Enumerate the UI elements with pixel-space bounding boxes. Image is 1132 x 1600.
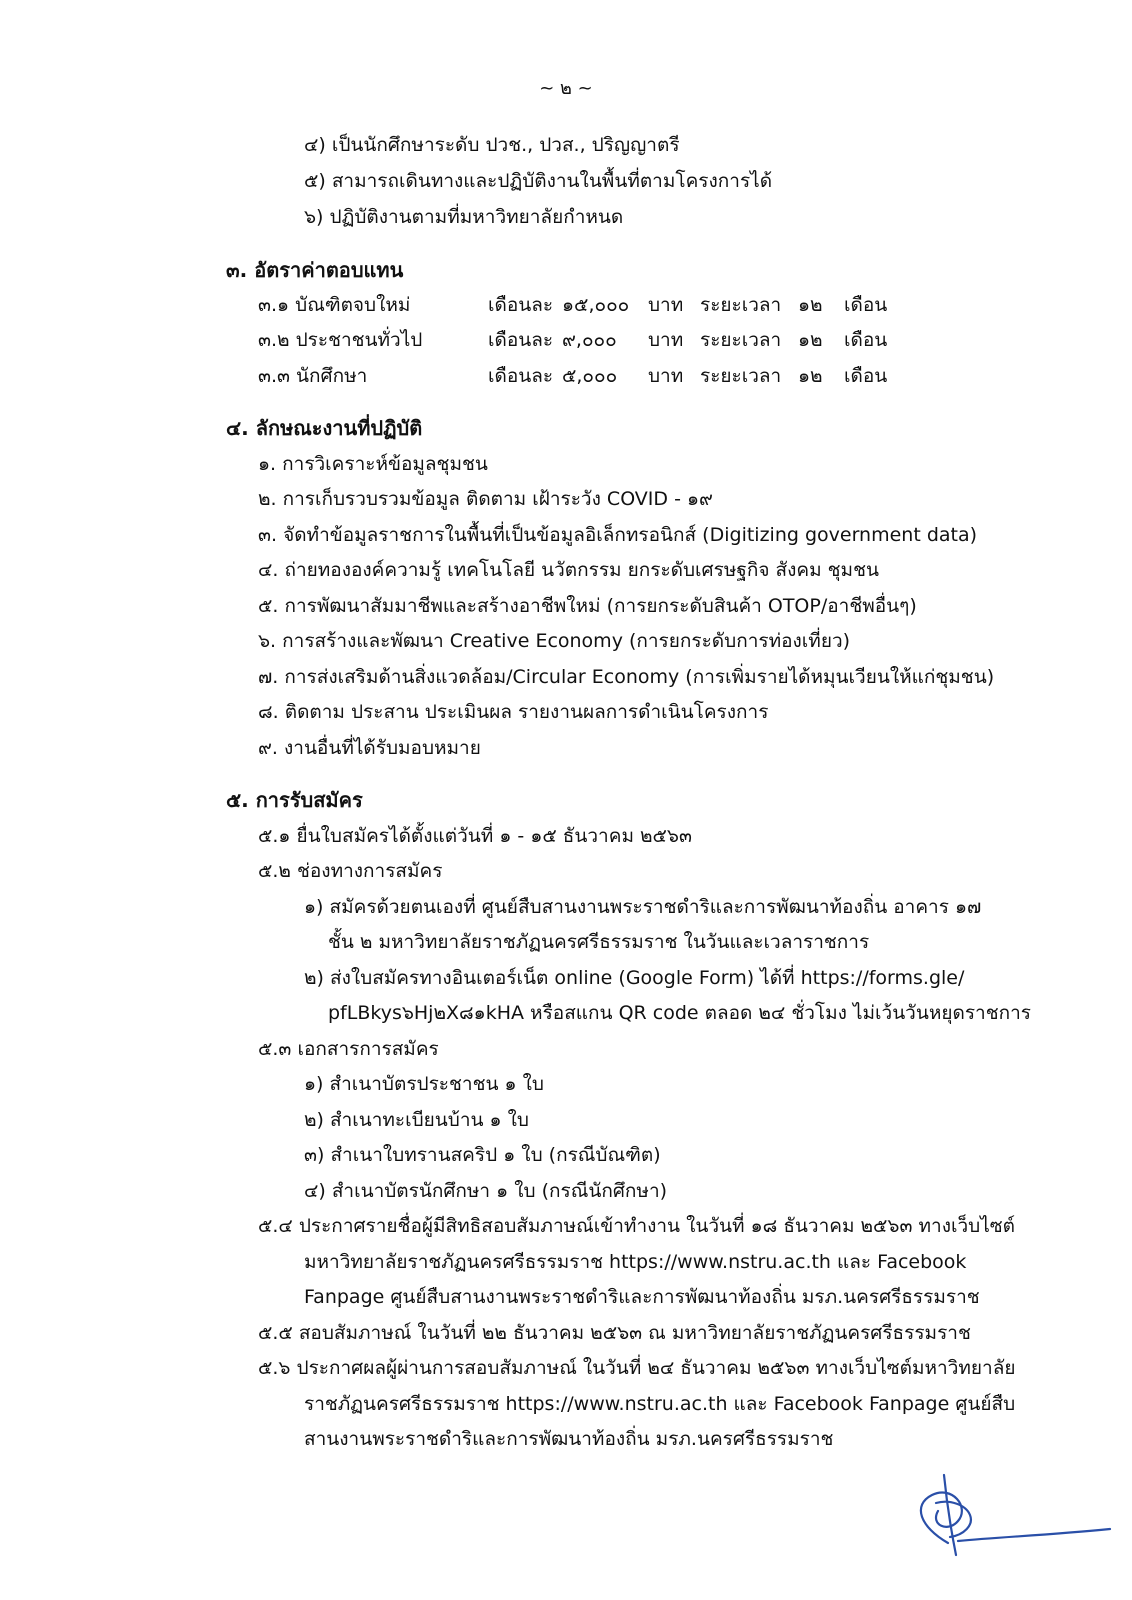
rate-amount: ๕,๐๐๐ [562,365,618,387]
document-item-1: ๑) สำเนาบัตรประชาชน ๑ ใบ [304,1073,544,1095]
rate-amount: ๙,๐๐๐ [562,329,617,351]
rate-month-unit: เดือน [844,329,888,351]
rate-months: ๑๒ [798,329,823,351]
task-item-6: ๖. การสร้างและพัฒนา Creative Economy (การยกระดับการท่องเที่ยว) [258,630,851,652]
announce-results-cont-2: สานงานพระราชดำริและการพัฒนาท้องถิ่น มรภ.นครศรีธรรมราช [304,1428,834,1450]
task-item-1: ๑. การวิเคราะห์ข้อมูลชุมชน [258,453,488,475]
task-item-4: ๔. ถ่ายทององค์ความรู้ เทคโนโลยี นวัตกรรม ยกระดับเศรษฐกิจ สังคม ชุมชน [258,559,879,581]
rate-unit: บาท [648,365,684,387]
apply-channel-2-cont: pfLBkys๖Hj๒X๘๑kHA หรือสแกน QR code ตลอด ๒๔ ชั่วโมง ไม่เว้นวันหยุดราชการ [328,1002,1031,1024]
task-item-5: ๕. การพัฒนาสัมมาชีพและสร้างอาชีพใหม่ (การยกระดับสินค้า OTOP/อาชีพอื่นๆ) [258,595,917,617]
rate-label: ๓.๑ บัณฑิตจบใหม่ [258,294,411,316]
document-item-3: ๓) สำเนาใบทรานสคริป ๑ ใบ (กรณีบัณฑิต) [304,1144,661,1166]
task-item-3: ๓. จัดทำข้อมูลราชการในพื้นที่เป็นข้อมูลอิเล็กทรอนิกส์ (Digitizing government data) [258,524,978,546]
rate-months: ๑๒ [798,294,823,316]
task-item-7: ๗. การส่งเสริมด้านสิ่งแวดล้อม/Circular Economy (การเพิ่มรายได้หมุนเวียนให้แก่ชุมชน) [258,666,995,688]
apply-channel-2: ๒) ส่งใบสมัครทางอินเตอร์เน็ต online (Google Form) ได้ที่ https://forms.gle/ [304,967,965,989]
qualification-item-4: ๔) เป็นนักศึกษาระดับ ปวช., ปวส., ปริญญาตรี [304,134,680,156]
section-3-heading: ๓. อัตราค่าตอบแทน [226,258,404,282]
rate-period-label: ระยะเวลา [700,365,782,387]
task-item-9: ๙. งานอื่นที่ได้รับมอบหมาย [258,737,481,759]
rate-per: เดือนละ [488,329,554,351]
announce-candidates: ๕.๔ ประกาศรายชื่อผู้มีสิทธิสอบสัมภาษณ์เข้าทำงาน ในวันที่ ๑๘ ธันวาคม ๒๕๖๓ ทางเว็บไซต์ [258,1215,1016,1237]
rate-unit: บาท [648,329,684,351]
rate-per: เดือนละ [488,365,554,387]
apply-period: ๕.๑ ยื่นใบสมัครได้ตั้งแต่วันที่ ๑ - ๑๕ ธันวาคม ๒๕๖๓ [258,825,692,847]
task-item-2: ๒. การเก็บรวบรวมข้อมูล ติดตาม เฝ้าระวัง COVID - ๑๙ [258,488,713,510]
document-item-2: ๒) สำเนาทะเบียนบ้าน ๑ ใบ [304,1109,529,1131]
announce-results-cont-1: ราชภัฏนครศรีธรรมราช https://www.nstru.ac.th และ Facebook Fanpage ศูนย์สืบ [304,1393,1016,1415]
apply-channels-heading: ๕.๒ ช่องทางการสมัคร [258,860,443,882]
apply-channel-1: ๑) สมัครด้วยตนเองที่ ศูนย์สืบสานงานพระราชดำริและการพัฒนาท้องถิ่น อาคาร ๑๗ [304,896,982,918]
section-5-heading: ๕. การรับสมัคร [226,788,363,812]
rate-months: ๑๒ [798,365,823,387]
qualification-item-5: ๕) สามารถเดินทางและปฏิบัติงานในพื้นที่ตามโครงการได้ [304,170,773,192]
rate-unit: บาท [648,294,684,316]
apply-channel-1-cont: ชั้น ๒ มหาวิทยาลัยราชภัฏนครศรีธรรมราช ในวันและเวลาราชการ [328,931,870,953]
rate-period-label: ระยะเวลา [700,294,782,316]
rate-amount: ๑๕,๐๐๐ [562,294,630,316]
task-item-8: ๘. ติดตาม ประสาน ประเมินผล รายงานผลการดำเนินโครงการ [258,701,769,723]
interview-date: ๕.๕ สอบสัมภาษณ์ ในวันที่ ๒๒ ธันวาคม ๒๕๖๓ ณ มหาวิทยาลัยราชภัฏนครศรีธรรมราช [258,1322,971,1344]
announce-candidates-cont-1: มหาวิทยาลัยราชภัฏนครศรีธรรมราช https://www.nstru.ac.th และ Facebook [304,1251,967,1273]
document-item-4: ๔) สำเนาบัตรนักศึกษา ๑ ใบ (กรณีนักศึกษา) [304,1180,668,1202]
section-4-heading: ๔. ลักษณะงานที่ปฏิบัติ [226,416,423,440]
rate-month-unit: เดือน [844,365,888,387]
rate-label: ๓.๒ ประชาชนทั่วไป [258,329,423,351]
rate-per: เดือนละ [488,294,554,316]
rate-month-unit: เดือน [844,294,888,316]
rate-period-label: ระยะเวลา [700,329,782,351]
announce-results: ๕.๖ ประกาศผลผู้ผ่านการสอบสัมภาษณ์ ในวันที่ ๒๔ ธันวาคม ๒๕๖๓ ทางเว็บไซต์มหาวิทยาลัย [258,1357,1016,1379]
announce-candidates-cont-2: Fanpage ศูนย์สืบสานงานพระราชดำริและการพัฒนาท้องถิ่น มรภ.นครศรีธรรมราช [304,1286,980,1308]
page-number: ~ ๒ ~ [539,78,593,99]
qualification-item-6: ๖) ปฏิบัติงานตามที่มหาวิทยาลัยกำหนด [304,206,624,228]
handwritten-signature-icon [900,1455,1120,1565]
rate-label: ๓.๓ นักศึกษา [258,365,368,387]
documents-heading: ๕.๓ เอกสารการสมัคร [258,1038,439,1060]
